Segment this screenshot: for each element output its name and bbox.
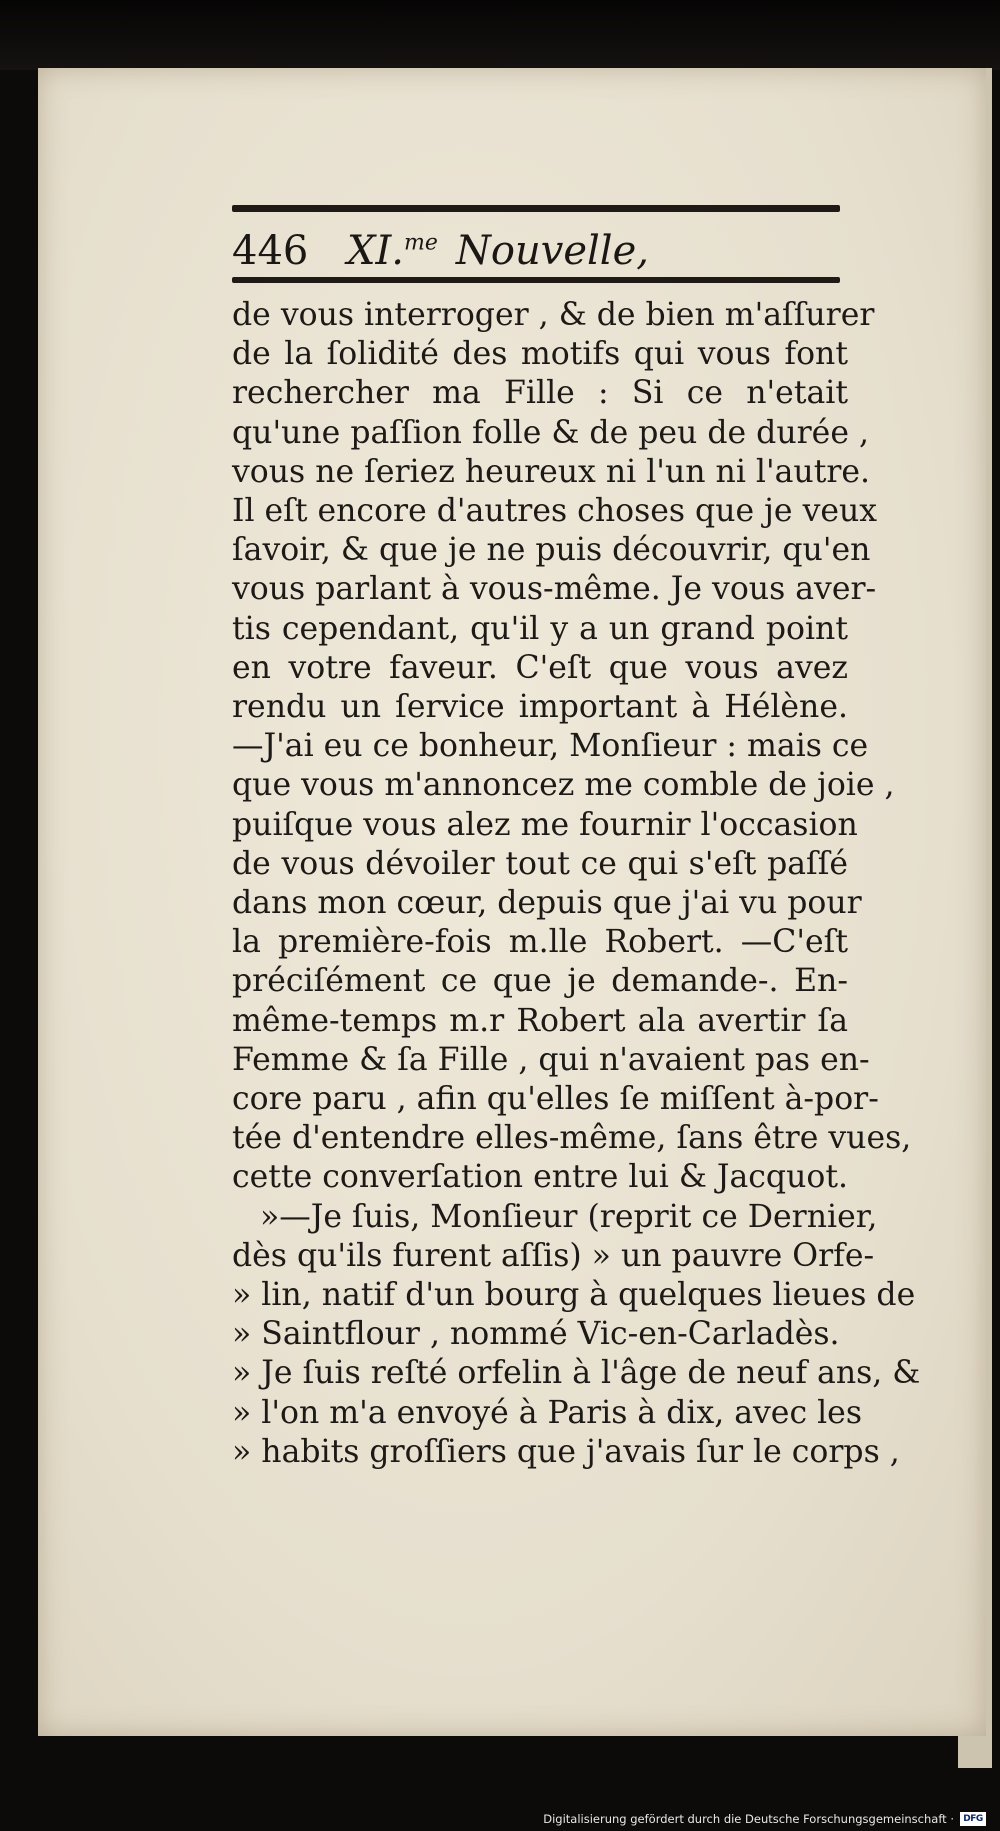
text-line: que vous m'annoncez me comble de joie , <box>232 767 895 804</box>
text-line: ſavoir, & que je ne puis découvrir, qu'en <box>232 532 871 569</box>
text-line: rechercher ma Fille : Si ce n'etait <box>232 375 848 412</box>
text-line: qu'une paſſion folle & de peu de durée , <box>232 414 869 451</box>
body-text <box>232 296 921 1472</box>
header-rule-top <box>232 205 840 212</box>
text-line: même-temps m.r Robert ala avertir ſa <box>232 1002 848 1039</box>
text-line: rendu un ſervice important à Hélène. <box>232 689 848 726</box>
digitization-credit <box>543 1810 986 1828</box>
chapter-number: XI. <box>347 228 404 274</box>
text-line: cette converſation entre lui & Jacquot. <box>232 1159 849 1196</box>
text-line: en votre faveur. C'eſt que vous avez <box>232 649 848 686</box>
chapter-number-suffix: me <box>404 230 438 256</box>
text-line: Femme & ſa Fille , qui n'avaient pas en- <box>232 1041 870 1078</box>
text-line: tée d'entendre elles-même, ſans être vues, <box>232 1120 912 1157</box>
text-line: puiſque vous alez me fournir l'occasion <box>232 806 858 843</box>
credit-text: Digitalisierung gefördert durch die Deutsche Forschungsgemeinschaft · <box>543 1812 954 1826</box>
running-head <box>232 214 840 274</box>
text-line: de vous dévoiler tout ce qui s'eſt paſſé <box>232 845 848 882</box>
text-line: —J'ai eu ce bonheur, Monſieur : mais ce <box>232 728 869 765</box>
page-number: 446 <box>232 228 309 274</box>
text-line: la première-fois m.lle Robert. —C'eſt <box>232 924 848 961</box>
text-line: core paru , afin qu'elles ſe miſſent à-por- <box>232 1081 879 1118</box>
text-line: » l'on m'a envoyé à Paris à dix, avec les <box>232 1394 862 1431</box>
text-line: tis cependant, qu'il y a un grand point <box>232 610 848 647</box>
text-line: » lin, natif d'un bourg à quelques lieues de <box>232 1277 916 1314</box>
chapter-title <box>347 228 438 274</box>
text-line: » habits groſſiers que j'avais ſur le corps , <box>232 1433 900 1470</box>
text-line: de la ſolidité des motifs qui vous font <box>232 336 848 373</box>
text-line: » Saintflour , nommé Vic-en-Carladès. <box>232 1316 840 1353</box>
text-line: Il eſt encore d'autres choses que je veux <box>232 493 878 530</box>
chapter-subtitle: Nouvelle, <box>455 228 649 274</box>
text-line: préciſément ce que je demande-. En- <box>232 963 848 1000</box>
text-line: dès qu'ils furent aſſis) » un pauvre Orfe- <box>232 1237 875 1274</box>
header-rule-bottom <box>232 277 840 283</box>
scan-background-top <box>0 0 1000 70</box>
dfg-logo-icon: DFG <box>960 1812 986 1826</box>
text-line: »—Je ſuis, Monſieur (reprit ce Dernier, <box>260 1198 878 1235</box>
text-line: » Je ſuis reſté orfelin à l'âge de neuf ans, & <box>232 1355 921 1392</box>
text-line: vous parlant à vous-même. Je vous aver- <box>232 571 877 608</box>
text-line: vous ne ſeriez heureux ni l'un ni l'autre. <box>232 453 871 490</box>
text-line: dans mon cœur, depuis que j'ai vu pour <box>232 885 862 922</box>
text-line: de vous interroger , & de bien m'aſſurer <box>232 297 875 333</box>
